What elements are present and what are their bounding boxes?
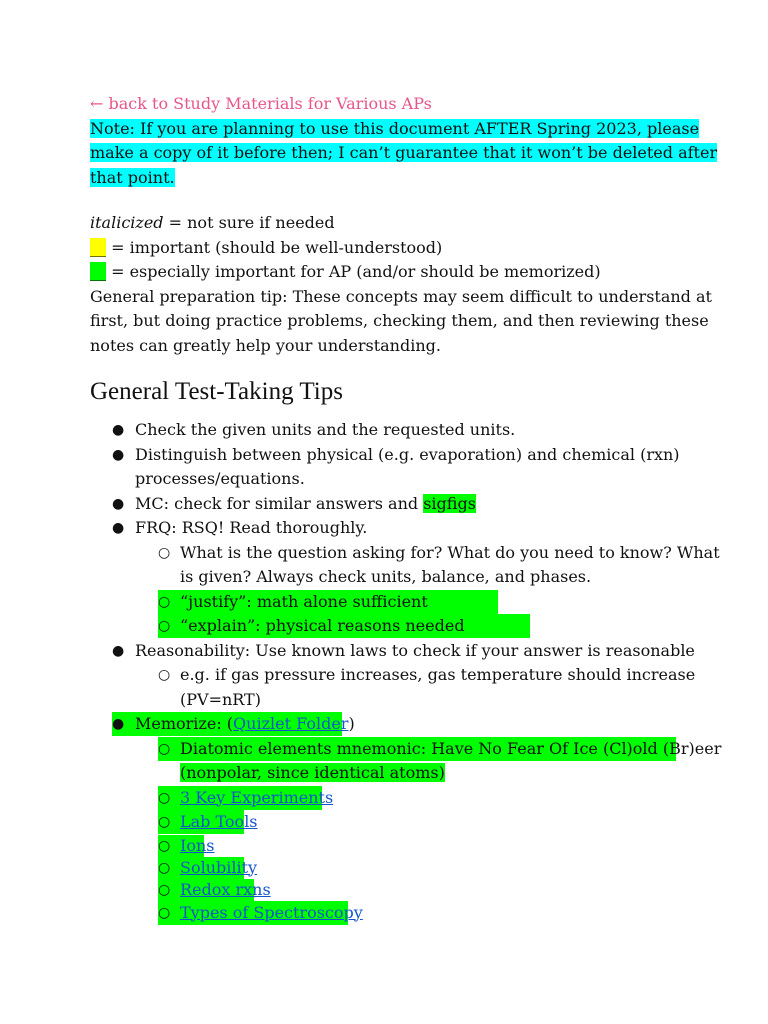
sigfigs-highlight: sigfigs bbox=[423, 493, 476, 513]
list-item-text: “justify”: math alone sufficient bbox=[180, 591, 428, 611]
sub-list-item bbox=[90, 614, 690, 639]
sub-list-item-continuation bbox=[90, 688, 690, 713]
yellow-sample: __ bbox=[90, 237, 106, 257]
list-item-text: ) bbox=[348, 714, 355, 733]
prep-tip-line bbox=[90, 334, 690, 359]
list-item bbox=[90, 492, 690, 517]
bullet-icon: ● bbox=[112, 520, 125, 536]
sub-list-item bbox=[90, 857, 690, 879]
list-item-text: “explain”: physical reasons needed bbox=[180, 616, 465, 635]
circle-bullet-icon: ○ bbox=[158, 593, 171, 610]
italic-description: = not sure if needed bbox=[163, 213, 335, 232]
note-line bbox=[90, 141, 718, 166]
list-item-text: Distinguish between physical (e.g. evaporation) and chemical (rxn) bbox=[135, 444, 680, 464]
solubility-link[interactable]: Solubility bbox=[180, 857, 258, 877]
list-item bbox=[90, 418, 690, 443]
tips-list bbox=[90, 418, 722, 925]
bullet-icon: ● bbox=[112, 642, 125, 659]
circle-bullet-icon: ○ bbox=[158, 904, 171, 921]
redox-link[interactable]: Redox rxns bbox=[180, 879, 271, 899]
sub-list-item bbox=[90, 835, 690, 857]
note-line bbox=[90, 117, 700, 142]
section-heading: General Test-Taking Tips bbox=[90, 378, 343, 405]
green-description: = especially important for AP (and/or should be memorized) bbox=[106, 262, 601, 281]
list-item-text: (nonpolar, since identical atoms) bbox=[180, 763, 445, 782]
italic-sample: italicized bbox=[90, 213, 164, 232]
spacer bbox=[90, 358, 690, 376]
sub-list-item bbox=[90, 810, 690, 835]
sub-list-item bbox=[90, 901, 690, 926]
yellow-description: = important (should be well-understood) bbox=[106, 237, 443, 257]
spectroscopy-link[interactable]: Types of Spectroscopy bbox=[180, 902, 363, 922]
lab-tools-link[interactable]: Lab Tools bbox=[180, 812, 258, 831]
list-item-text: processes/equations. bbox=[135, 469, 305, 488]
prep-tip-line bbox=[90, 285, 712, 310]
sub-list-item bbox=[90, 663, 696, 688]
list-item-text: Diatomic elements mnemonic: Have No Fear Of Ice (Cl)old (Br)eer bbox=[180, 738, 722, 758]
list-item bbox=[90, 443, 690, 468]
document-body bbox=[90, 92, 722, 925]
back-link-row bbox=[90, 92, 690, 117]
circle-bullet-icon: ○ bbox=[158, 740, 171, 757]
circle-bullet-icon: ○ bbox=[158, 789, 171, 806]
quizlet-folder-link[interactable]: Quizlet Folder bbox=[233, 714, 349, 733]
list-item-text: Reasonability: Use known laws to check if your answer is reasonable bbox=[135, 640, 695, 660]
sub-list-item-continuation bbox=[90, 761, 690, 786]
bullet-icon: ● bbox=[112, 716, 125, 732]
spacer bbox=[90, 408, 690, 418]
sub-list-item bbox=[90, 541, 720, 566]
circle-bullet-icon: ○ bbox=[158, 814, 171, 830]
circle-bullet-icon: ○ bbox=[158, 544, 171, 561]
spacer bbox=[90, 190, 690, 211]
circle-bullet-icon: ○ bbox=[158, 667, 171, 683]
list-item-text: MC: check for similar answers and bbox=[135, 493, 424, 513]
bullet-icon: ● bbox=[112, 495, 125, 512]
list-item bbox=[90, 712, 690, 737]
circle-bullet-icon: ○ bbox=[158, 859, 171, 876]
list-item-text: is given? Always check units, balance, and phases. bbox=[180, 567, 592, 586]
list-item-continuation bbox=[90, 467, 690, 492]
note-text: make a copy of it before then; I can’t guarantee that it won’t be deleted after bbox=[90, 143, 718, 162]
prep-tip-text: General preparation tip: These concepts may seem difficult to understand at bbox=[90, 286, 712, 306]
sub-list-item bbox=[90, 786, 690, 811]
circle-bullet-icon: ○ bbox=[158, 881, 171, 898]
sub-list-item-continuation bbox=[90, 565, 690, 590]
prep-tip-text: notes can greatly help your understanding. bbox=[90, 335, 441, 355]
note-text: Note: If you are planning to use this document AFTER Spring 2023, please bbox=[90, 118, 700, 138]
sub-list-item bbox=[90, 590, 690, 615]
bullet-icon: ● bbox=[112, 446, 125, 463]
list-item-text: e.g. if gas pressure increases, gas temperature should increase bbox=[180, 665, 696, 684]
list-item-text: What is the question asking for? What do you need to know? What bbox=[180, 542, 720, 562]
circle-bullet-icon: ○ bbox=[158, 837, 171, 854]
green-sample: __ bbox=[90, 262, 106, 281]
note-line bbox=[90, 166, 690, 191]
sub-list-item bbox=[90, 737, 722, 762]
prep-tip-line bbox=[90, 309, 709, 334]
legend-yellow bbox=[90, 236, 690, 261]
note-text: that point. bbox=[90, 167, 175, 187]
list-item-text: Check the given units and the requested units. bbox=[135, 420, 516, 439]
list-item-text: Memorize: ( bbox=[135, 714, 234, 733]
key-experiments-link[interactable]: 3 Key Experiments bbox=[180, 787, 334, 807]
prep-tip-text: first, but doing practice problems, checking them, and then reviewing these bbox=[90, 311, 709, 330]
list-item bbox=[90, 639, 695, 664]
back-link[interactable]: ← back to Study Materials for Various APs bbox=[90, 94, 432, 113]
list-item-text: (PV=nRT) bbox=[180, 689, 261, 709]
ions-link[interactable]: Ions bbox=[180, 835, 215, 855]
sub-list-item bbox=[90, 879, 690, 901]
list-item bbox=[90, 516, 690, 541]
legend-italic bbox=[90, 211, 690, 236]
list-item-text: FRQ: RSQ! Read thoroughly. bbox=[135, 518, 368, 537]
circle-bullet-icon: ○ bbox=[158, 618, 171, 634]
legend-green bbox=[90, 260, 690, 285]
bullet-icon: ● bbox=[112, 422, 125, 438]
